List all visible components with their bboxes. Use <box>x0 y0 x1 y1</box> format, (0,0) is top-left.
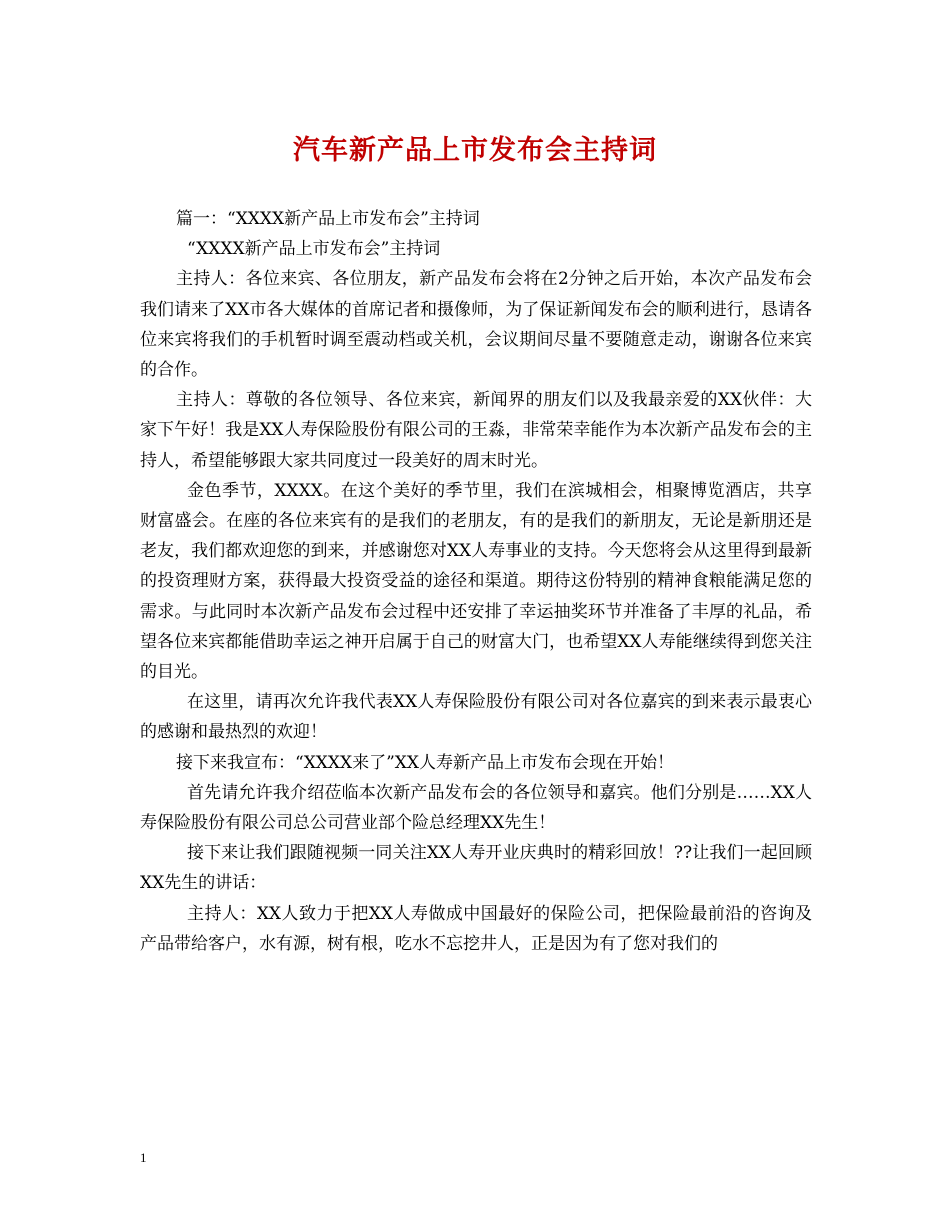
paragraph: 金色季节，XXXX。在这个美好的季节里，我们在滨城相会，相聚博览酒店，共享财富盛会。在座的各位来宾有的是我们的老朋友，有的是我们的新朋友，无论是新朋还是老友，我们都欢迎您的到来，并感谢您对XX人寿事业的支持。今天您将会从这里得到最新的投资理财方案，获得最大投资受益的途径和渠道。期待这份特别的精神食粮能满足您的需求。与此同时本次新产品发布会过程中还安排了幸运抽奖环节并准备了丰厚的礼品，希望各位来宾都能借助幸运之神开启属于自己的财富大门，也希望XX人寿能继续得到您关注的目光。 <box>140 480 812 683</box>
paragraph-heading-2: “XXXX新产品上市发布会”主持词 <box>187 239 441 260</box>
paragraph: 主持人：尊敬的各位领导、各位来宾，新闻界的朋友们以及我最亲爱的XX伙伴：大家下午好！我是XX人寿保险股份有限公司的王淼，非常荣幸能作为本次新产品发布会的主持人，希望能够跟大家共同度过一段美好的周末时光。 <box>140 390 812 471</box>
paragraph: 主持人：XX人致力于把XX人寿做成中国最好的保险公司，把保险最前沿的咨询及产品带给客户，水有源，树有根，吃水不忘挖井人，正是因为有了您对我们的 <box>140 903 812 954</box>
paragraph: 在这里，请再次允许我代表XX人寿保险股份有限公司对各位嘉宾的到来表示最衷心的感谢和最热烈的欢迎！ <box>140 692 812 743</box>
page-title: 汽车新产品上市发布会主持词 <box>293 135 657 166</box>
paragraph: 首先请允许我介绍莅临本次新产品发布会的各位领导和嘉宾。他们分别是……XX人寿保险股份有限公司总公司营业部个险总经理XX先生！ <box>140 782 812 834</box>
page-number: 1 <box>140 1150 147 1165</box>
document-body <box>140 204 812 959</box>
paragraph: 主持人：各位来宾、各位朋友，新产品发布会将在2分钟之后开始，本次产品发布会我们请来了XX市各大媒体的首席记者和摄像师，为了保证新闻发布会的顺利进行，恳请各位来宾将我们的手机暂时调至震动档或关机，会议期间尽量不要随意走动，谢谢各位来宾的合作。 <box>140 269 812 381</box>
paragraph: 接下来让我们跟随视频一同关注XX人寿开业庆典时的精彩回放！??让我们一起回顾XX先生的讲话： <box>140 843 812 894</box>
paragraph: 接下来我宣布：“XXXX来了”XX人寿新产品上市发布会现在开始！ <box>176 752 674 773</box>
paragraph-heading-1: 篇一：“XXXX新产品上市发布会”主持词 <box>176 209 480 229</box>
